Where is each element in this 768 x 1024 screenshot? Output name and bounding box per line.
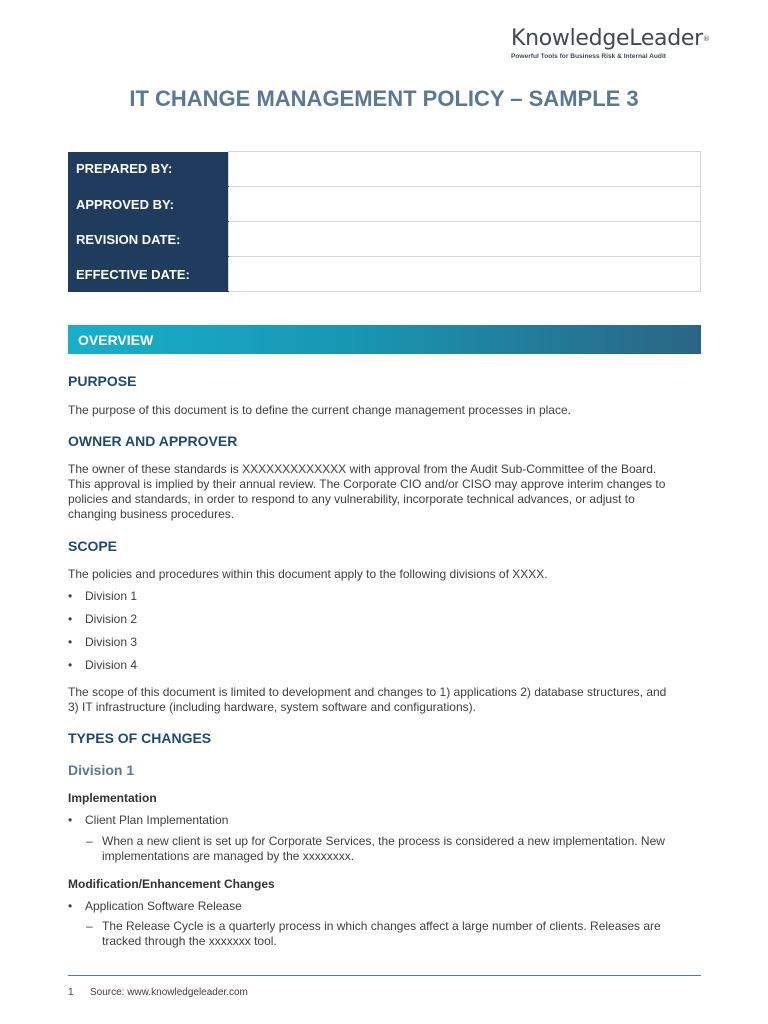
footnote-divider [68, 975, 701, 976]
list-item [68, 658, 137, 673]
division-1-item: Division 1 [85, 589, 138, 603]
overview-heading: OVERVIEW [78, 332, 154, 348]
division-1-heading: Division 1 [68, 762, 135, 778]
logo-word-knowledge: Knowledge [511, 26, 630, 51]
list-item [68, 635, 137, 650]
subitem-line: implementations are managed by the xxxxxxxx. [102, 849, 355, 863]
effective-date-value [229, 257, 701, 292]
owner-line: This approval is implied by their annual review. The Corporate CIO and/or CISO may approve interim changes to [68, 477, 666, 491]
footnote [68, 987, 248, 998]
list-item [68, 899, 242, 914]
scope-intro: The policies and procedures within this document apply to the following divisions of XXXX. [68, 567, 548, 581]
modification-heading: Modification/Enhancement Changes [68, 877, 275, 891]
logo-wordmark [511, 26, 711, 52]
document-title: IT CHANGE MANAGEMENT POLICY – SAMPLE 3 [129, 86, 639, 111]
division-3-item: Division 3 [85, 635, 138, 649]
implementation-heading: Implementation [68, 791, 157, 805]
table-row [68, 152, 701, 187]
registered-mark: ® [702, 35, 710, 43]
implementation-subitem [86, 834, 706, 864]
approved-by-label: APPROVED BY: [68, 187, 229, 222]
scope-heading: SCOPE [68, 538, 118, 554]
bullet-icon: • [68, 658, 73, 672]
table-row [68, 257, 701, 292]
list-item [68, 813, 228, 828]
owner-paragraph [68, 462, 708, 522]
scope-line: 3) IT infrastructure (including hardware, system software and configurations). [68, 700, 476, 714]
overview-banner [68, 325, 701, 354]
dash-icon: – [86, 834, 93, 848]
effective-date-label: EFFECTIVE DATE: [68, 257, 229, 292]
revision-date-label: REVISION DATE: [68, 222, 229, 257]
footnote-number: 1 [68, 987, 74, 998]
bullet-icon: • [68, 589, 73, 603]
list-item [68, 589, 137, 604]
knowledgeleader-logo [511, 26, 711, 60]
owner-line: The owner of these standards is XXXXXXXXXXXXX with approval from the Audit Sub-Committee of the Board. [68, 462, 657, 476]
subitem-line: When a new client is set up for Corporate Services, the process is considered a new implementation. New [102, 834, 665, 848]
table-row [68, 187, 701, 222]
document-info-table [68, 151, 701, 292]
bullet-icon: • [68, 899, 73, 913]
purpose-text: The purpose of this document is to define the current change management processes in place. [68, 403, 571, 417]
list-item [68, 612, 137, 627]
subitem-line: The Release Cycle is a quarterly process in which changes affect a large number of clients. Releases are [102, 919, 661, 933]
footnote-text: Source: www.knowledgeleader.com [90, 987, 248, 998]
dash-icon: – [86, 919, 93, 933]
division-4-item: Division 4 [85, 658, 138, 672]
client-plan-item: Client Plan Implementation [85, 813, 229, 827]
purpose-heading: PURPOSE [68, 373, 137, 389]
bullet-icon: • [68, 813, 73, 827]
division-2-item: Division 2 [85, 612, 138, 626]
bullet-icon: • [68, 635, 73, 649]
prepared-by-label: PREPARED BY: [68, 152, 229, 187]
table-row [68, 222, 701, 257]
software-release-item: Application Software Release [85, 899, 242, 913]
approved-by-value [229, 187, 701, 222]
owner-heading: OWNER AND APPROVER [68, 433, 238, 449]
types-heading: TYPES OF CHANGES [68, 730, 212, 746]
revision-date-value [229, 222, 701, 257]
scope-line: The scope of this document is limited to development and changes to 1) applications 2) database structures, and [68, 685, 667, 699]
subitem-line: tracked through the xxxxxxx tool. [102, 934, 277, 948]
logo-word-leader: Leader [629, 26, 703, 51]
owner-line: policies and standards, in order to respond to any vulnerability, incorporate technical advances, or adjust to [68, 492, 635, 506]
modification-subitem [86, 919, 706, 949]
owner-line: changing business procedures. [68, 507, 235, 521]
logo-tagline: Powerful Tools for Business Risk & Internal Audit [511, 53, 666, 60]
prepared-by-value [229, 152, 701, 187]
scope-limit-paragraph [68, 685, 708, 715]
bullet-icon: • [68, 612, 73, 626]
